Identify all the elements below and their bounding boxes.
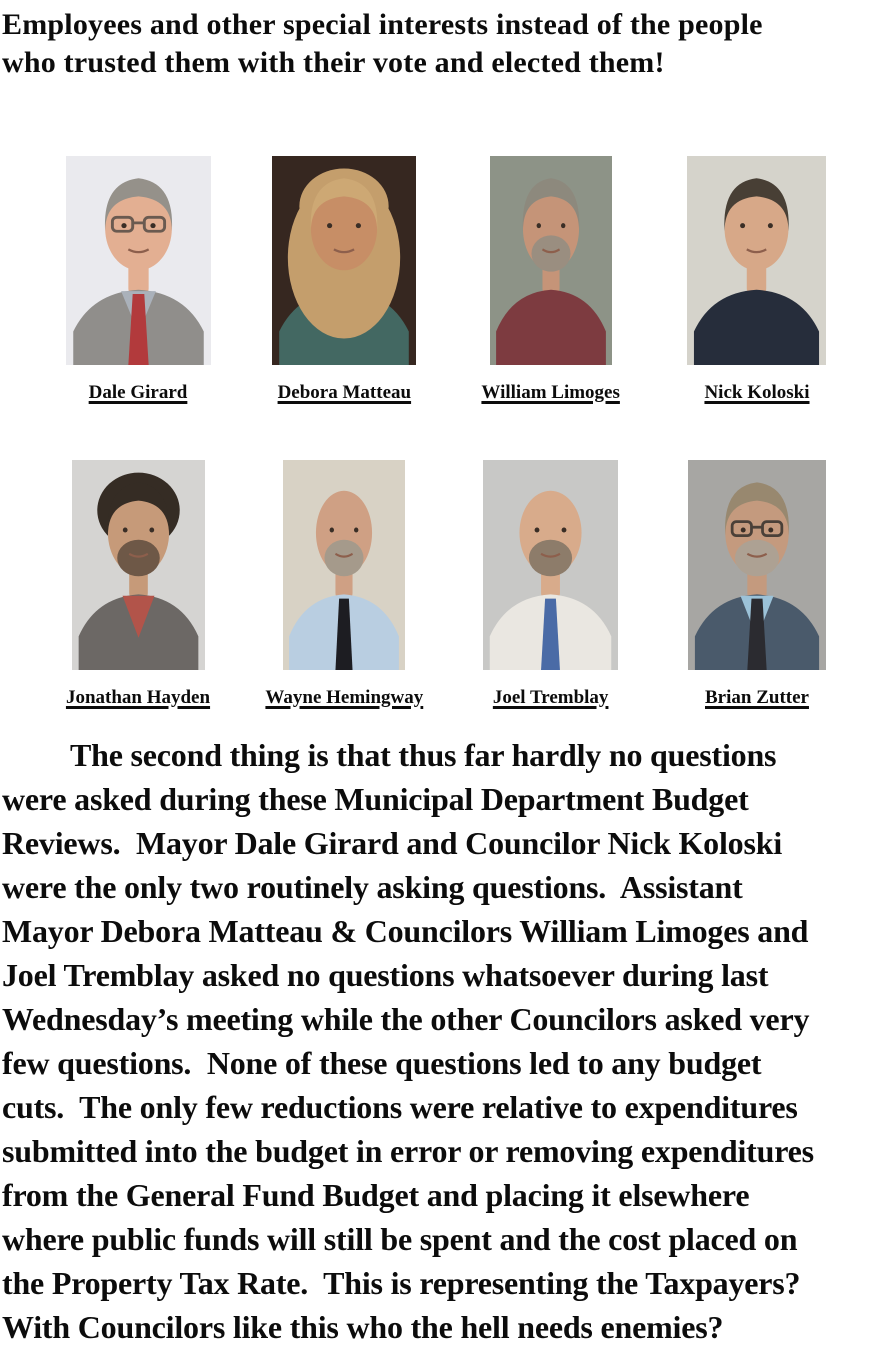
headline [0,0,880,82]
body-line: With Councilors like this who the hell needs enemies? [2,1309,724,1345]
member-name-label: Wayne Hemingway [265,687,424,708]
body-line: Mayor Debora Matteau & Councilors William Limoges and [2,913,809,949]
member-jonathan-hayden [35,460,241,711]
portrait-photo-wayne-hemingway [283,460,405,670]
body-line: Reviews. Mayor Dale Girard and Councilor Nick Koloski [2,825,783,861]
body-line: few questions. None of these questions led to any budget [2,1045,762,1081]
member-name-label: Nick Koloski [704,382,810,403]
portrait-photo-joel-tremblay [483,460,618,670]
member-nick-koloski [654,156,860,406]
member-name-label: Brian Zutter [705,687,809,708]
body-line: Joel Tremblay asked no questions whatsoever during last [2,957,769,993]
body-line: The second thing is that thus far hardly no questions [70,737,777,773]
member-joel-tremblay [448,460,654,711]
member-name-label: Dale Girard [88,382,188,403]
member-name-label: William Limoges [481,382,620,403]
portrait-photo-william-limoges [490,156,612,365]
member-wayne-hemingway [241,460,447,711]
council-photo-row-1 [0,156,880,406]
portrait-photo-brian-zutter [688,460,826,670]
body-line: Wednesday’s meeting while the other Councilors asked very [2,1001,810,1037]
member-name-label: Debora Matteau [277,382,412,403]
body-line: were asked during these Municipal Department Budget [2,781,749,817]
body-line: submitted into the budget in error or removing expenditures [2,1133,814,1169]
headline-line-2: who trusted them with their vote and elected them! [2,46,665,79]
body-line: cuts. The only few reductions were relative to expenditures [2,1089,798,1125]
member-name-label: Joel Tremblay [492,687,609,708]
body-line: where public funds will still be spent and the cost placed on [2,1221,798,1257]
council-photo-row-2 [0,460,880,711]
portrait-photo-nick-koloski [687,156,826,365]
member-dale-girard [35,156,241,406]
body-line: were the only two routinely asking questions. Assistant [2,869,743,905]
member-debora-matteau [241,156,447,406]
headline-line-1: Employees and other special interests instead of the people [2,8,763,41]
article-body [0,733,880,1349]
member-name-label: Jonathan Hayden [65,687,211,708]
portrait-photo-dale-girard [66,156,211,365]
portrait-photo-jonathan-hayden [72,460,205,670]
portrait-photo-debora-matteau [272,156,416,365]
member-brian-zutter [654,460,860,711]
body-line: the Property Tax Rate. This is representing the Taxpayers? [2,1265,801,1301]
member-william-limoges [448,156,654,406]
body-line: from the General Fund Budget and placing it elsewhere [2,1177,750,1213]
